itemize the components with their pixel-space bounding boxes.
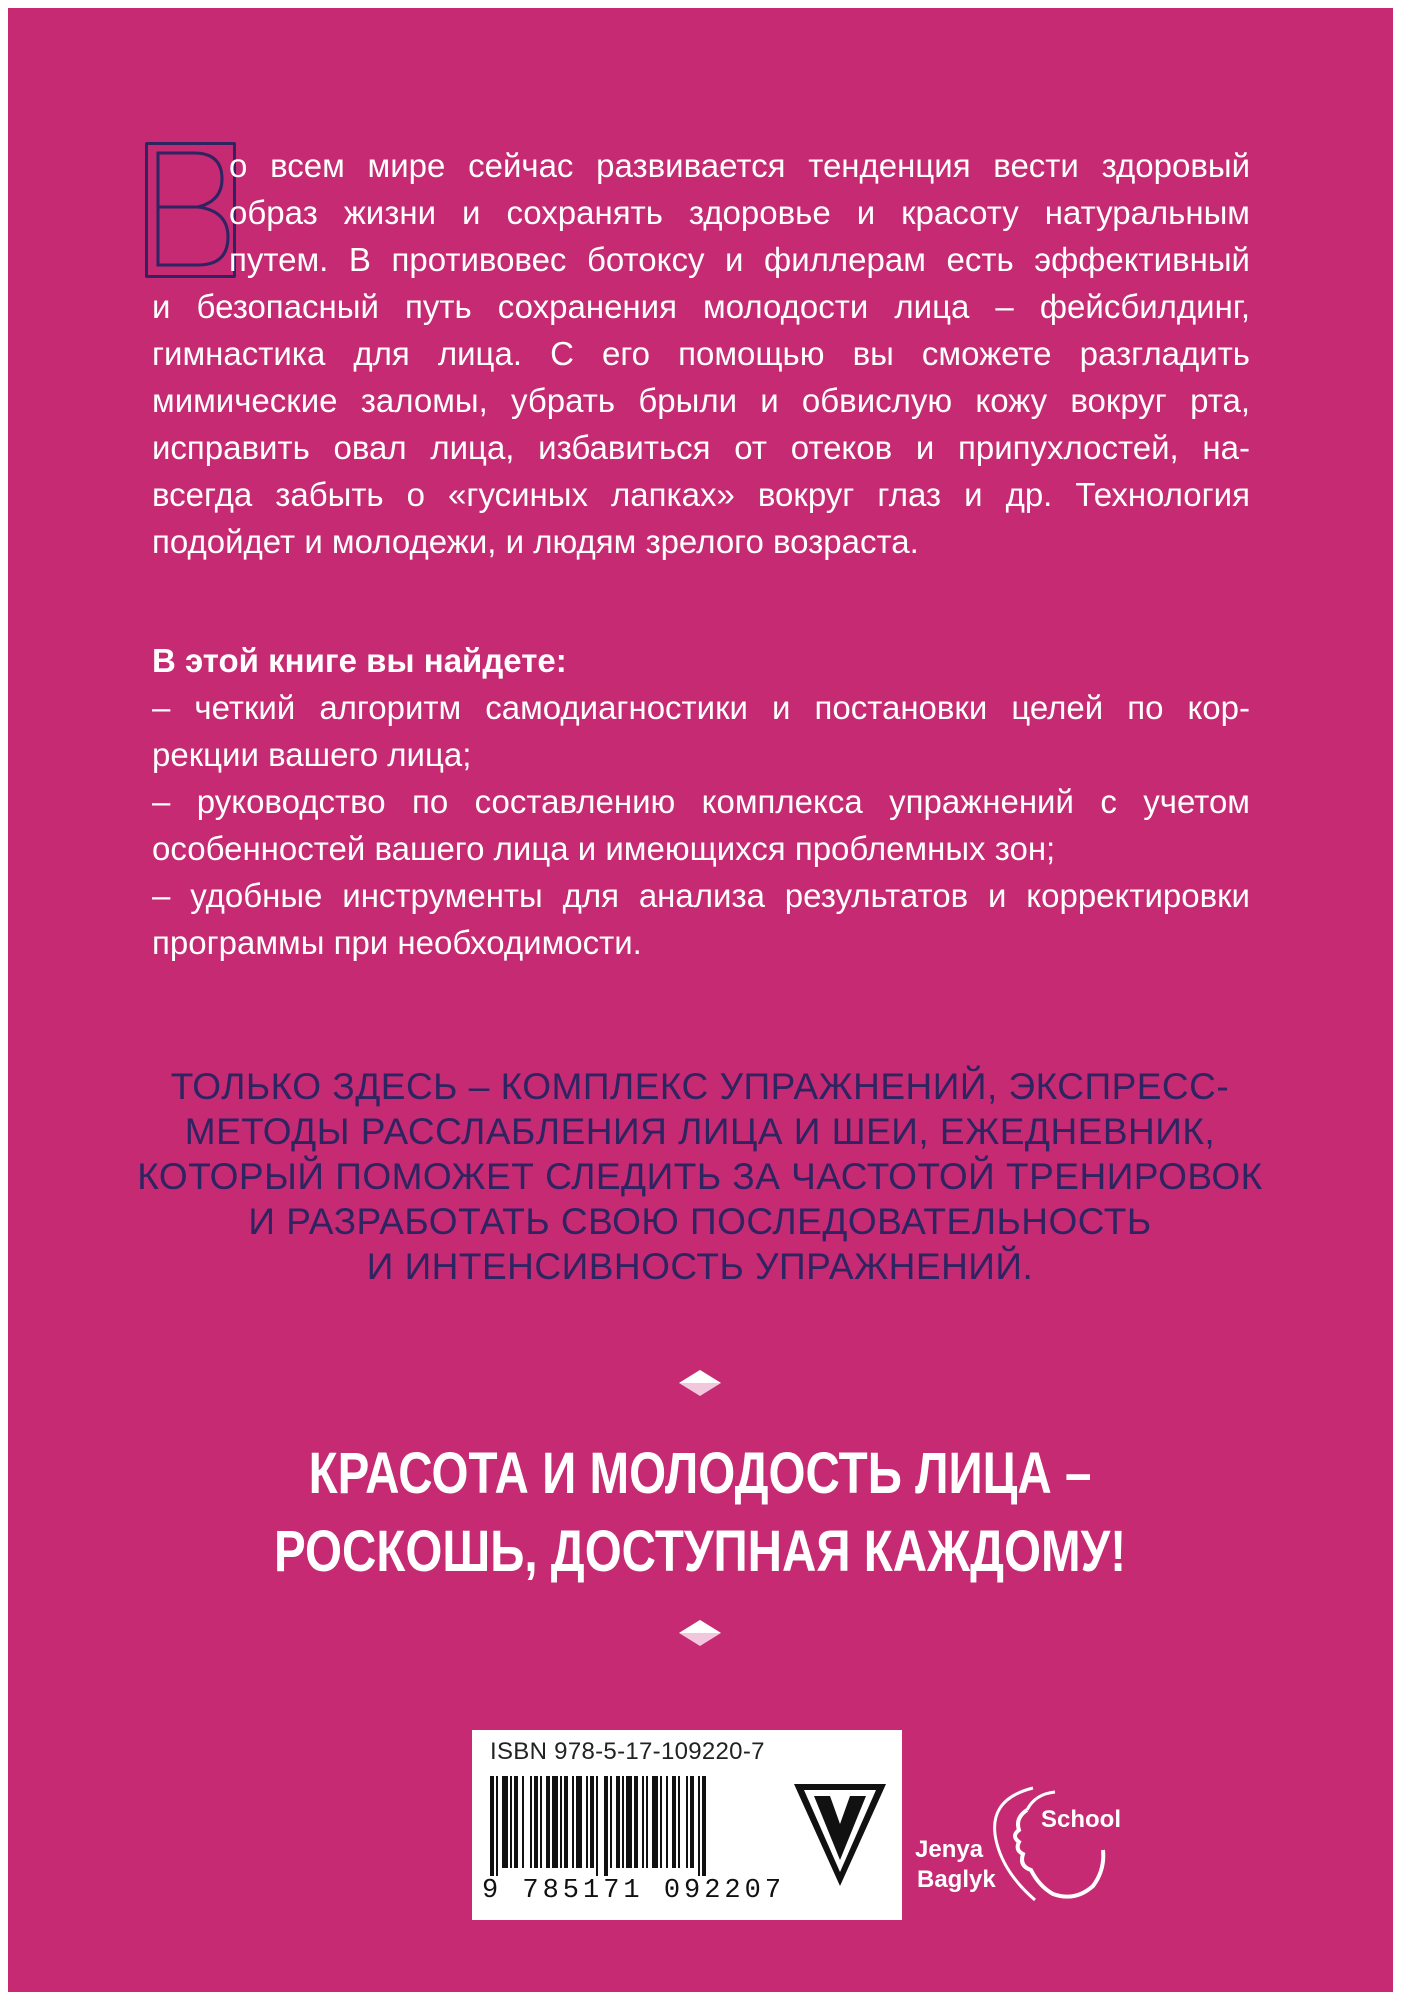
barcode-bar (610, 1776, 612, 1868)
barcode-bar (560, 1776, 562, 1868)
barcode-bar (546, 1776, 550, 1868)
barcode-bar (586, 1776, 588, 1868)
barcode-bar (652, 1776, 658, 1868)
diamond-ornament-icon (679, 1370, 721, 1396)
intro-line: подойдет и молодежи, и людям зрелого возраста. (152, 523, 919, 560)
isbn-text: ISBN 978-5-17-109220-7 (490, 1738, 765, 1765)
barcode-bar (604, 1776, 608, 1876)
intro-line: путем. В противовес ботоксу и филлерам есть эффективный (229, 241, 1250, 278)
barcode-bar (678, 1776, 680, 1868)
barcode-bar (590, 1776, 594, 1868)
features-line: ТОЛЬКО ЗДЕСЬ – КОМПЛЕКС УПРАЖНЕНИЙ, ЭКСПРЕСС- (170, 1066, 1230, 1107)
contents-line: программы при необходимости. (152, 924, 642, 961)
contents-line: – руководство по составлению комплекса упражнений с учетом (152, 783, 1250, 820)
contents-heading: В этой книге вы найдете: (152, 642, 567, 679)
jenya-baglyk-school-logo (915, 1770, 1135, 1920)
barcode-bar (540, 1776, 542, 1868)
barcode-bar (616, 1776, 620, 1868)
barcode-bar (522, 1776, 524, 1868)
publisher-logo-icon (790, 1780, 890, 1890)
isbn-barcode (472, 1730, 902, 1920)
barcode-bars (490, 1776, 780, 1876)
diamond-ornament-icon (679, 1620, 721, 1646)
exclusive-features-block (130, 1064, 1270, 1289)
barcode-bar (496, 1776, 498, 1876)
contents-line: – четкий алгоритм самодиагностики и постановки целей по кор- (152, 689, 1250, 726)
barcode-bar (564, 1776, 568, 1868)
features-line: И РАЗРАБОТАТЬ СВОЮ ПОСЛЕДОВАТЕЛЬНОСТЬ (248, 1201, 1152, 1242)
barcode-bar (552, 1776, 558, 1868)
slogan-line: КРАСОТА И МОЛОДОСТЬ ЛИЦА – (308, 1441, 1092, 1506)
features-line: КОТОРЫЙ ПОМОЖЕТ СЛЕДИТЬ ЗА ЧАСТОТОЙ ТРЕНИРОВОК (137, 1156, 1263, 1197)
barcode-bar (534, 1776, 538, 1868)
barcode-bar (642, 1776, 644, 1868)
intro-line: всегда забыть о «гусиных лапках» вокруг глаз и др. Технология (152, 476, 1250, 513)
ean-number: 9 785171 092207 (482, 1876, 786, 1906)
intro-paragraph (152, 142, 1250, 565)
barcode-bar (660, 1776, 662, 1868)
barcode-bar (646, 1776, 648, 1868)
barcode-bar (622, 1776, 624, 1868)
slogan-line: РОСКОШЬ, ДОСТУПНАЯ КАЖДОМУ! (273, 1519, 1127, 1584)
barcode-bar (490, 1776, 494, 1876)
features-line: МЕТОДЫ РАССЛАБЛЕНИЯ ЛИЦА И ШЕИ, ЕЖЕДНЕВНИК, (184, 1111, 1216, 1152)
features-line: И ИНТЕНСИВНОСТЬ УПРАЖНЕНИЙ. (366, 1246, 1034, 1287)
logo-word: Baglyk (917, 1866, 996, 1893)
barcode-bar (634, 1776, 638, 1868)
barcode-bar (596, 1776, 598, 1876)
intro-line: о всем мире сейчас развивается тенденция вести здоровый (229, 147, 1250, 184)
intro-line: образ жизни и сохранять здоровье и красоту натуральным (229, 194, 1250, 231)
barcode-bar (572, 1776, 574, 1868)
barcode-bar (510, 1776, 512, 1868)
barcode-bar (666, 1776, 668, 1868)
contents-line: рекции вашего лица; (152, 736, 472, 773)
intro-line: гимнастика для лица. С его помощью вы сможете разгладить (152, 335, 1250, 372)
logo-word: School (1041, 1806, 1122, 1833)
barcode-bar (626, 1776, 632, 1868)
book-contents-list (152, 637, 1250, 966)
barcode-bar (698, 1776, 700, 1876)
intro-line: и безопасный путь сохранения молодости лица – фейсбилдинг, (152, 288, 1250, 325)
barcode-bar (702, 1776, 706, 1876)
barcode-bar (502, 1776, 508, 1868)
contents-line: – удобные инструменты для анализа результатов и корректировки (152, 877, 1250, 914)
logo-word: Jenya (915, 1836, 984, 1863)
barcode-bar (672, 1776, 676, 1868)
barcode-bar (576, 1776, 582, 1868)
intro-line: мимические заломы, убрать брыли и обвислую кожу вокруг рта, (152, 382, 1250, 419)
slogan (208, 1435, 1192, 1591)
barcode-bar (690, 1776, 694, 1868)
contents-line: особенностей вашего лица и имеющихся проблемных зон; (152, 830, 1056, 867)
barcode-bar (514, 1776, 518, 1868)
intro-line: исправить овал лица, избавиться от отеков и припухлостей, на- (152, 429, 1250, 466)
barcode-bar (530, 1776, 532, 1868)
barcode-bar (686, 1776, 688, 1868)
